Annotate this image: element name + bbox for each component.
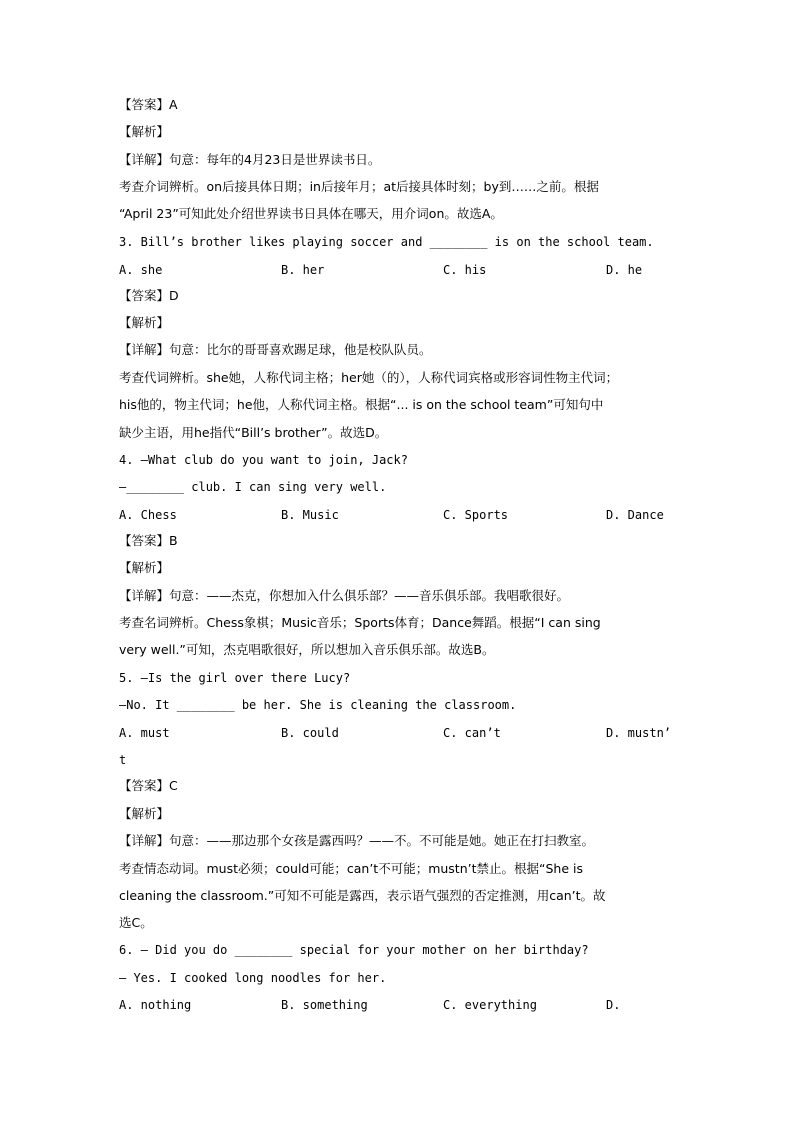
q3-option-c: C. his (443, 263, 487, 277)
q4-analysis-label: 【解析】 (119, 560, 170, 575)
q2-explain-line-2: “April 23”可知此处介绍世界读书日具体在哪天，用介词on。故选A。 (119, 206, 503, 221)
q4-option-c: C. Sports (443, 508, 509, 522)
q4-option-d: D. Dance (606, 508, 664, 522)
q4-detail: 【详解】句意：——杰克，你想加入什么俱乐部？——音乐俱乐部。我唱歌很好。 (119, 588, 570, 603)
q5-option-c: C. can’t (443, 726, 501, 740)
q6-option-d: D. (606, 998, 621, 1012)
q4-explain-line-2: very well.”可知，杰克唱歌很好，所以想加入音乐俱乐部。故选B。 (119, 642, 495, 657)
q4-answer: 【答案】B (119, 533, 178, 548)
q5-option-d: D. mustn’ (606, 726, 672, 740)
q3-option-a: A. she (119, 263, 163, 277)
q6-stem-line-1: 6. — Did you do ________ special for your mother on her birthday? (119, 943, 589, 957)
q3-explain-line-1: 考查代词辨析。she她，人称代词主格；her她（的），人称代词宾格或形容词性物主代词； (119, 370, 619, 385)
q2-explain-line-1: 考查介词辨析。on后接具体日期；in后接年月；at后接具体时刻；by到……之前。根据 (119, 179, 599, 194)
q3-analysis-label: 【解析】 (119, 315, 170, 330)
q5-stem-line-1: 5. —Is the girl over there Lucy? (119, 671, 351, 685)
q3-option-b: B. her (281, 263, 325, 277)
q2-analysis-label: 【解析】 (119, 124, 170, 139)
q3-detail: 【详解】句意：比尔的哥哥喜欢踢足球，他是校队队员。 (119, 342, 432, 357)
q5-option-d-wrap: t (119, 753, 127, 767)
q3-stem: 3. Bill’s brother likes playing soccer and ________ is on the school team. (119, 235, 654, 249)
q4-stem-line-2: —________ club. I can sing very well. (119, 480, 387, 494)
q6-option-b: B. something (281, 998, 368, 1012)
q3-option-d: D. he (606, 263, 643, 277)
q4-option-b: B. Music (281, 508, 339, 522)
q5-answer: 【答案】C (119, 778, 178, 793)
q2-answer: 【答案】A (119, 97, 178, 112)
q4-option-a: A. Chess (119, 508, 177, 522)
q5-stem-line-2: —No. It ________ be her. She is cleaning the classroom. (119, 698, 517, 712)
q5-explain-line-3: 选C。 (119, 915, 153, 930)
q3-explain-line-2: his他的，物主代词；he他，人称代词主格。根据“... is on the school team”可知句中 (119, 397, 604, 412)
q6-option-a: A. nothing (119, 998, 192, 1012)
q4-stem-line-1: 4. —What club do you want to join, Jack? (119, 453, 408, 467)
q5-detail: 【详解】句意：——那边那个女孩是露西吗？——不。不可能是她。她正在打扫教室。 (119, 833, 595, 848)
q2-detail: 【详解】句意：每年的4月23日是世界读书日。 (119, 152, 381, 167)
q5-analysis-label: 【解析】 (119, 806, 170, 821)
q3-answer: 【答案】D (119, 288, 179, 303)
q3-explain-line-3: 缺少主语，用he指代“Bill’s brother”。故选D。 (119, 425, 388, 440)
q5-explain-line-2: cleaning the classroom.”可知不可能是露西，表示语气强烈的否定推测，用can’t。故 (119, 888, 606, 903)
q6-option-c: C. everything (443, 998, 537, 1012)
q6-stem-line-2: — Yes. I cooked long noodles for her. (119, 971, 387, 985)
q4-explain-line-1: 考查名词辨析。Chess象棋；Music音乐；Sports体育；Dance舞蹈。根据“I can sing (119, 615, 601, 630)
q5-option-b: B. could (281, 726, 339, 740)
q5-option-a: A. must (119, 726, 170, 740)
q5-explain-line-1: 考查情态动词。must必须；could可能；can’t不可能；mustn’t禁止。根据“She is (119, 861, 583, 876)
